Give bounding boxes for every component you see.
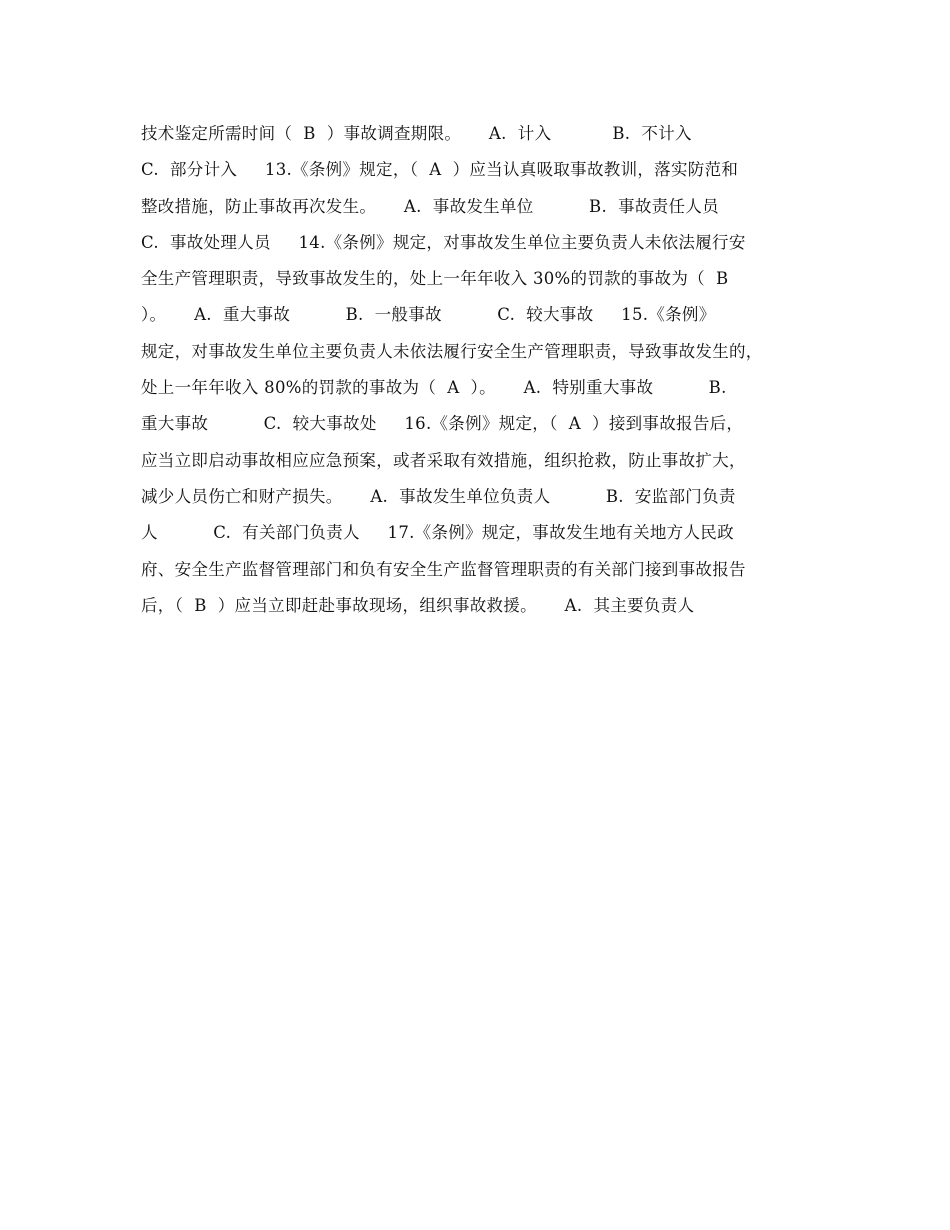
text-line: ）。 A. 重大事故 B. 一般事故 C. 较大事故 15.《条例》: [141, 305, 716, 325]
text-line: C. 事故处理人员 14.《条例》规定，对事故发生单位主要负责人未依法履行安: [141, 232, 746, 252]
text-line: 减少人员伤亡和财产损失。 A. 事故发生单位负责人 B. 安监部门负责: [141, 486, 736, 506]
text-line: 后，（ B ）应当立即赶赴事故现场，组织事故救援。 A. 其主要负责人: [141, 595, 695, 615]
text-line: 府、安全生产监督管理部门和负有安全生产监督管理职责的有关部门接到事故报告: [141, 559, 746, 579]
question-text-block: [141, 116, 821, 624]
text-line: 全生产管理职责，导致事故发生的，处上一年年收入 30%的罚款的事故为（ B: [141, 269, 729, 289]
text-line: 应当立即启动事故相应应急预案，或者采取有效措施，组织抢救，防止事故扩大，: [141, 450, 746, 470]
text-line: 重大事故 C. 较大事故处 16.《条例》规定，（ A ）接到事故报告后，: [141, 414, 744, 434]
text-line: 处上一年年收入 80%的罚款的事故为（ A ）。 A. 特别重大事故 B.: [141, 378, 727, 398]
text-line: 整改措施，防止事故再次发生。 A. 事故发生单位 B. 事故责任人员: [141, 196, 719, 216]
text-line: C. 部分计入 13.《条例》规定，（ A ）应当认真吸取事故教训，落实防范和: [141, 160, 739, 180]
text-line: 人 C. 有关部门负责人 17.《条例》规定，事故发生地有关地方人民政: [141, 523, 734, 543]
text-line: 规定，对事故发生单位主要负责人未依法履行安全生产管理职责，导致事故发生的，: [141, 341, 763, 361]
text-line: 技术鉴定所需时间（ B ）事故调查期限。 A. 计入 B. 不计入: [141, 124, 692, 143]
